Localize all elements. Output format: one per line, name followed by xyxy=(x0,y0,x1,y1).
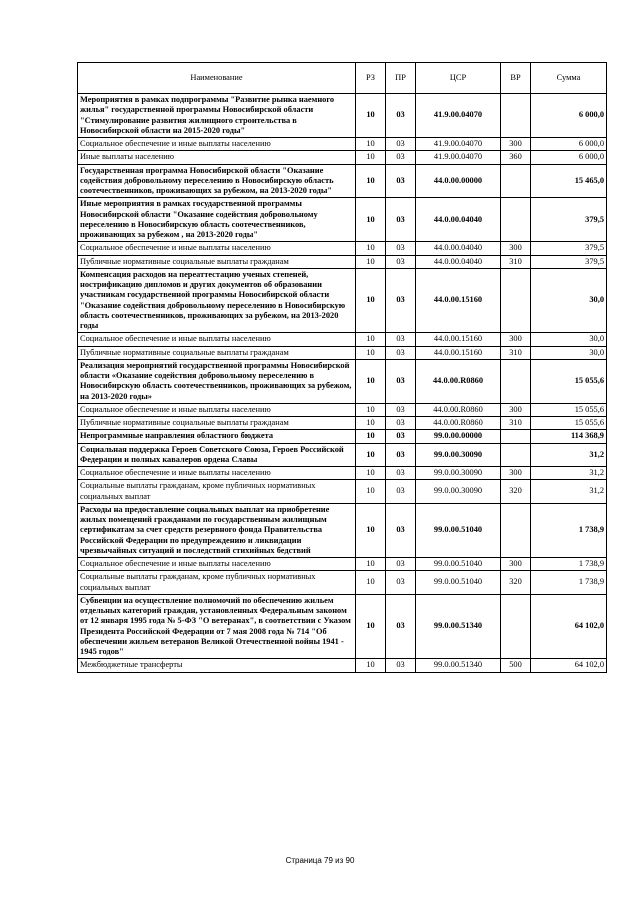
table-row xyxy=(78,151,607,164)
cell-vr: 310 xyxy=(501,255,531,268)
page-number: Страница 79 из 90 xyxy=(285,856,355,865)
cell-sum: 30,0 xyxy=(531,333,607,346)
cell-csr: 44.0.00.04040 xyxy=(416,255,501,268)
cell-rz: 10 xyxy=(356,403,386,416)
cell-pr: 03 xyxy=(386,594,416,659)
cell-pr: 03 xyxy=(386,430,416,443)
table-row xyxy=(78,333,607,346)
table-row-section xyxy=(78,198,607,242)
table-row-section xyxy=(78,164,607,198)
cell-name: Социальные выплаты гражданам, кроме публичных нормативных социальных выплат xyxy=(78,480,356,504)
cell-rz: 10 xyxy=(356,151,386,164)
cell-name: Социальное обеспечение и иные выплаты населению xyxy=(78,333,356,346)
cell-sum: 379,5 xyxy=(531,242,607,255)
cell-pr: 03 xyxy=(386,443,416,467)
cell-name: Социальное обеспечение и иные выплаты населению xyxy=(78,242,356,255)
cell-rz: 10 xyxy=(356,164,386,198)
header-name: Наименование xyxy=(78,63,356,94)
cell-pr: 03 xyxy=(386,417,416,430)
cell-name: Социальное обеспечение и иные выплаты населению xyxy=(78,403,356,416)
cell-rz: 10 xyxy=(356,571,386,595)
cell-sum: 6 000,0 xyxy=(531,94,607,138)
table-body xyxy=(78,94,607,673)
cell-name: Государственная программа Новосибирской области "Оказание содействия добровольному переселению в Новосибирскую область соотечественников, проживающих за рубежом, на 2013-2020 годы" xyxy=(78,164,356,198)
cell-name: Непрограммные направления областного бюджета xyxy=(78,430,356,443)
cell-name: Иные выплаты населению xyxy=(78,151,356,164)
cell-vr xyxy=(501,430,531,443)
cell-csr: 41.9.00.04070 xyxy=(416,94,501,138)
cell-pr: 03 xyxy=(386,94,416,138)
cell-name: Социальное обеспечение и иные выплаты населению xyxy=(78,558,356,571)
budget-table xyxy=(77,62,607,673)
cell-rz: 10 xyxy=(356,594,386,659)
cell-vr: 310 xyxy=(501,417,531,430)
cell-rz: 10 xyxy=(356,503,386,557)
cell-csr: 99.0.00.51040 xyxy=(416,571,501,595)
table-row xyxy=(78,255,607,268)
cell-pr: 03 xyxy=(386,242,416,255)
cell-rz: 10 xyxy=(356,430,386,443)
header-rz: РЗ xyxy=(356,63,386,94)
cell-sum: 15 055,6 xyxy=(531,403,607,416)
table-row-section xyxy=(78,268,607,333)
table-row-section xyxy=(78,594,607,659)
cell-name: Социальная поддержка Героев Советского Союза, Героев Российской Федерации и полных кавалеров ордена Славы xyxy=(78,443,356,467)
cell-csr: 99.0.00.51040 xyxy=(416,558,501,571)
cell-vr: 300 xyxy=(501,558,531,571)
cell-pr: 03 xyxy=(386,151,416,164)
cell-vr: 310 xyxy=(501,346,531,359)
cell-pr: 03 xyxy=(386,268,416,333)
cell-name: Социальные выплаты гражданам, кроме публичных нормативных социальных выплат xyxy=(78,571,356,595)
cell-pr: 03 xyxy=(386,571,416,595)
cell-rz: 10 xyxy=(356,242,386,255)
cell-csr: 44.0.00.15160 xyxy=(416,268,501,333)
cell-csr: 44.0.00.R0860 xyxy=(416,417,501,430)
table-row xyxy=(78,138,607,151)
cell-pr: 03 xyxy=(386,403,416,416)
cell-csr: 44.0.00.R0860 xyxy=(416,359,501,403)
cell-csr: 99.0.00.51040 xyxy=(416,503,501,557)
cell-vr xyxy=(501,503,531,557)
cell-rz: 10 xyxy=(356,480,386,504)
header-vr: ВР xyxy=(501,63,531,94)
cell-csr: 44.0.00.15160 xyxy=(416,346,501,359)
cell-csr: 41.9.00.04070 xyxy=(416,138,501,151)
cell-rz: 10 xyxy=(356,359,386,403)
cell-csr: 44.0.00.00000 xyxy=(416,164,501,198)
cell-rz: 10 xyxy=(356,467,386,480)
table-row-section xyxy=(78,94,607,138)
cell-vr xyxy=(501,198,531,242)
cell-sum: 31,2 xyxy=(531,467,607,480)
table-row xyxy=(78,571,607,595)
cell-name: Компенсация расходов на переаттестацию ученых степеней, нострификацию дипломов и других документов об образовании участникам государственной программы Новосибирской области "Оказание содействия добровольному переселению в Новосибирскую область соотечественников, проживающих за рубежом, на 2013-2020 годы xyxy=(78,268,356,333)
cell-sum: 31,2 xyxy=(531,480,607,504)
cell-sum: 64 102,0 xyxy=(531,659,607,672)
cell-vr: 320 xyxy=(501,480,531,504)
cell-csr: 99.0.00.30090 xyxy=(416,480,501,504)
cell-name: Социальное обеспечение и иные выплаты населению xyxy=(78,467,356,480)
cell-pr: 03 xyxy=(386,164,416,198)
cell-name: Социальное обеспечение и иные выплаты населению xyxy=(78,138,356,151)
cell-name: Реализация мероприятий государственной программы Новосибирской области «Оказание содействия добровольному переселению в Новосибирскую область соотечественников, проживающих за рубежом, на 2013-2020 годы» xyxy=(78,359,356,403)
cell-rz: 10 xyxy=(356,659,386,672)
cell-pr: 03 xyxy=(386,346,416,359)
table-header-row xyxy=(78,63,607,94)
cell-name: Расходы на предоставление социальных выплат на приобретение жилых помещений гражданами по государственным жилищным сертификатам за счет средств резервного фонда Правительства Российской Федерации по предупреждению и ликвидации чрезвычайных ситуаций и последствий стихийных бедствий xyxy=(78,503,356,557)
cell-rz: 10 xyxy=(356,198,386,242)
table-row-section xyxy=(78,443,607,467)
cell-vr: 320 xyxy=(501,571,531,595)
header-csr: ЦСР xyxy=(416,63,501,94)
table-row xyxy=(78,558,607,571)
cell-rz: 10 xyxy=(356,94,386,138)
cell-rz: 10 xyxy=(356,333,386,346)
cell-rz: 10 xyxy=(356,138,386,151)
table-row xyxy=(78,346,607,359)
cell-pr: 03 xyxy=(386,480,416,504)
header-sum: Сумма xyxy=(531,63,607,94)
cell-csr: 99.0.00.30090 xyxy=(416,443,501,467)
cell-name: Иные мероприятия в рамках государственной программы Новосибирской области "Оказание содействия добровольному переселению в Новосибирскую область соотечественников, проживающих за рубежом , на 2013-2020 годы" xyxy=(78,198,356,242)
cell-rz: 10 xyxy=(356,346,386,359)
table-row xyxy=(78,417,607,430)
cell-csr: 99.0.00.51340 xyxy=(416,659,501,672)
cell-rz: 10 xyxy=(356,417,386,430)
cell-pr: 03 xyxy=(386,659,416,672)
cell-csr: 44.0.00.04040 xyxy=(416,242,501,255)
cell-vr: 300 xyxy=(501,467,531,480)
cell-sum: 1 738,9 xyxy=(531,558,607,571)
cell-csr: 44.0.00.04040 xyxy=(416,198,501,242)
cell-name: Публичные нормативные социальные выплаты гражданам xyxy=(78,346,356,359)
cell-sum: 6 000,0 xyxy=(531,151,607,164)
cell-sum: 6 000,0 xyxy=(531,138,607,151)
cell-vr: 300 xyxy=(501,333,531,346)
table-row xyxy=(78,480,607,504)
cell-pr: 03 xyxy=(386,255,416,268)
cell-name: Публичные нормативные социальные выплаты гражданам xyxy=(78,255,356,268)
cell-rz: 10 xyxy=(356,443,386,467)
cell-vr xyxy=(501,268,531,333)
cell-vr xyxy=(501,164,531,198)
table-row xyxy=(78,659,607,672)
table-row xyxy=(78,403,607,416)
cell-vr: 300 xyxy=(501,138,531,151)
cell-sum: 379,5 xyxy=(531,198,607,242)
cell-pr: 03 xyxy=(386,467,416,480)
cell-csr: 44.0.00.15160 xyxy=(416,333,501,346)
cell-sum: 15 055,6 xyxy=(531,417,607,430)
cell-csr: 99.0.00.51340 xyxy=(416,594,501,659)
cell-rz: 10 xyxy=(356,268,386,333)
cell-sum: 15 055,6 xyxy=(531,359,607,403)
cell-vr xyxy=(501,94,531,138)
cell-vr: 500 xyxy=(501,659,531,672)
cell-pr: 03 xyxy=(386,558,416,571)
cell-sum: 1 738,9 xyxy=(531,503,607,557)
cell-name: Мероприятия в рамках подпрограммы "Развитие рынка наемного жилья" государственной программы Новосибирской области "Стимулирование развития жилищного строительства в Новосибирской области на 2015-2020 годы" xyxy=(78,94,356,138)
cell-pr: 03 xyxy=(386,333,416,346)
cell-vr xyxy=(501,443,531,467)
cell-pr: 03 xyxy=(386,198,416,242)
cell-pr: 03 xyxy=(386,503,416,557)
cell-name: Субвенции на осуществление полномочий по обеспечению жильем отдельных категорий граждан, установленных Федеральным законом от 12 января 1995 года № 5-ФЗ "О ветеранах", в соответствии с Указом Президента Российской Федерации от 7 мая 2008 года № 714 "Об обеспечении жильем ветеранов Великой Отечественной войны 1941 - 1945 годов" xyxy=(78,594,356,659)
table-row-section xyxy=(78,359,607,403)
cell-csr: 99.0.00.30090 xyxy=(416,467,501,480)
cell-sum: 31,2 xyxy=(531,443,607,467)
cell-name: Публичные нормативные социальные выплаты гражданам xyxy=(78,417,356,430)
cell-sum: 64 102,0 xyxy=(531,594,607,659)
header-pr: ПР xyxy=(386,63,416,94)
table-row-section xyxy=(78,430,607,443)
cell-vr xyxy=(501,594,531,659)
cell-sum: 15 465,0 xyxy=(531,164,607,198)
table-row xyxy=(78,242,607,255)
cell-csr: 44.0.00.R0860 xyxy=(416,403,501,416)
cell-rz: 10 xyxy=(356,255,386,268)
cell-pr: 03 xyxy=(386,359,416,403)
cell-vr xyxy=(501,359,531,403)
table-row-section xyxy=(78,503,607,557)
cell-vr: 360 xyxy=(501,151,531,164)
cell-sum: 30,0 xyxy=(531,268,607,333)
cell-csr: 99.0.00.00000 xyxy=(416,430,501,443)
cell-vr: 300 xyxy=(501,242,531,255)
cell-sum: 114 368,9 xyxy=(531,430,607,443)
cell-csr: 41.9.00.04070 xyxy=(416,151,501,164)
cell-sum: 30,0 xyxy=(531,346,607,359)
table-row xyxy=(78,467,607,480)
cell-name: Межбюджетные трансферты xyxy=(78,659,356,672)
cell-sum: 379,5 xyxy=(531,255,607,268)
cell-rz: 10 xyxy=(356,558,386,571)
cell-vr: 300 xyxy=(501,403,531,416)
cell-sum: 1 738,9 xyxy=(531,571,607,595)
cell-pr: 03 xyxy=(386,138,416,151)
